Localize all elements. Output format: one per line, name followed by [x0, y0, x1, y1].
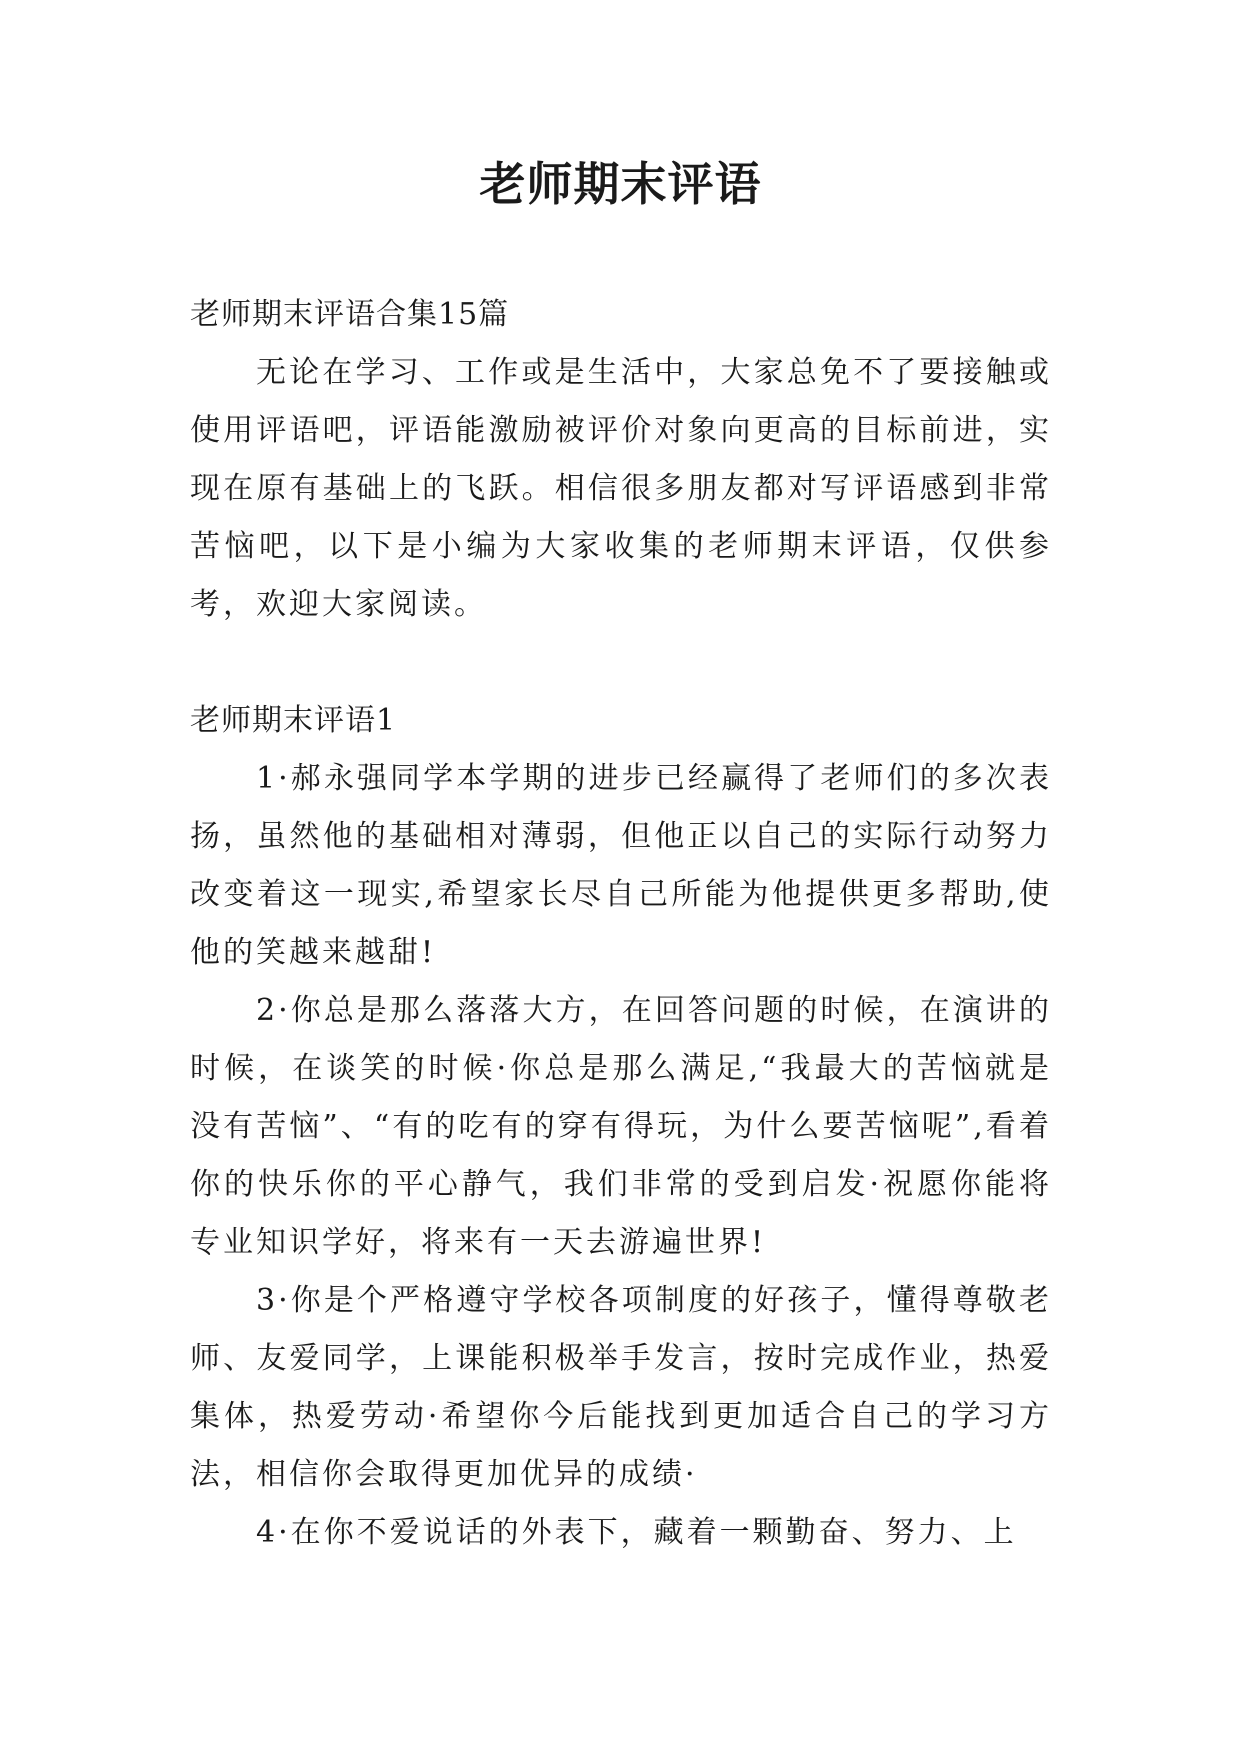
collection-subtitle: 老师期末评语合集15篇 [190, 297, 510, 332]
section-spacer [190, 634, 1052, 692]
comment-item-4: 4·在你不爱说话的外表下，藏着一颗勤奋、努力、上 [256, 1515, 1017, 1550]
document-title: 老师期末评语 [479, 157, 762, 211]
comment-item-3: 3·你是个严格遵守学校各项制度的好孩子，懂得尊敬老师、友爱同学，上课能积极举手发言，按时完成作业，热爱集体，热爱劳动·希望你今后能找到更加适合自己的学习方法，相信你会取得更加优异的成绩· [190, 1283, 1052, 1492]
document-body [190, 286, 1052, 1562]
intro-paragraph: 无论在学习、工作或是生活中，大家总免不了要接触或使用评语吧，评语能激励被评价对象向更高的目标前进，实现在原有基础上的飞跃。相信很多朋友都对写评语感到非常苦恼吧，以下是小编为大家收集的老师期末评语，仅供参考，欢迎大家阅读。 [190, 355, 1052, 622]
comment-item-2: 2·你总是那么落落大方，在回答问题的时候，在演讲的时候，在谈笑的时候·你总是那么满足,“我最大的苦恼就是没有苦恼”、“有的吃有的穿有得玩，为什么要苦恼呢”,看着你的快乐你的平心静气，我们非常的受到启发·祝愿你能将专业知识学好，将来有一天去游遍世界! [190, 993, 1052, 1260]
section-heading: 老师期末评语1 [190, 703, 397, 738]
comment-item-1: 1·郝永强同学本学期的进步已经赢得了老师们的多次表扬，虽然他的基础相对薄弱，但他正以自己的实际行动努力改变着这一现实,希望家长尽自己所能为他提供更多帮助,使他的笑越来越甜! [190, 761, 1052, 970]
